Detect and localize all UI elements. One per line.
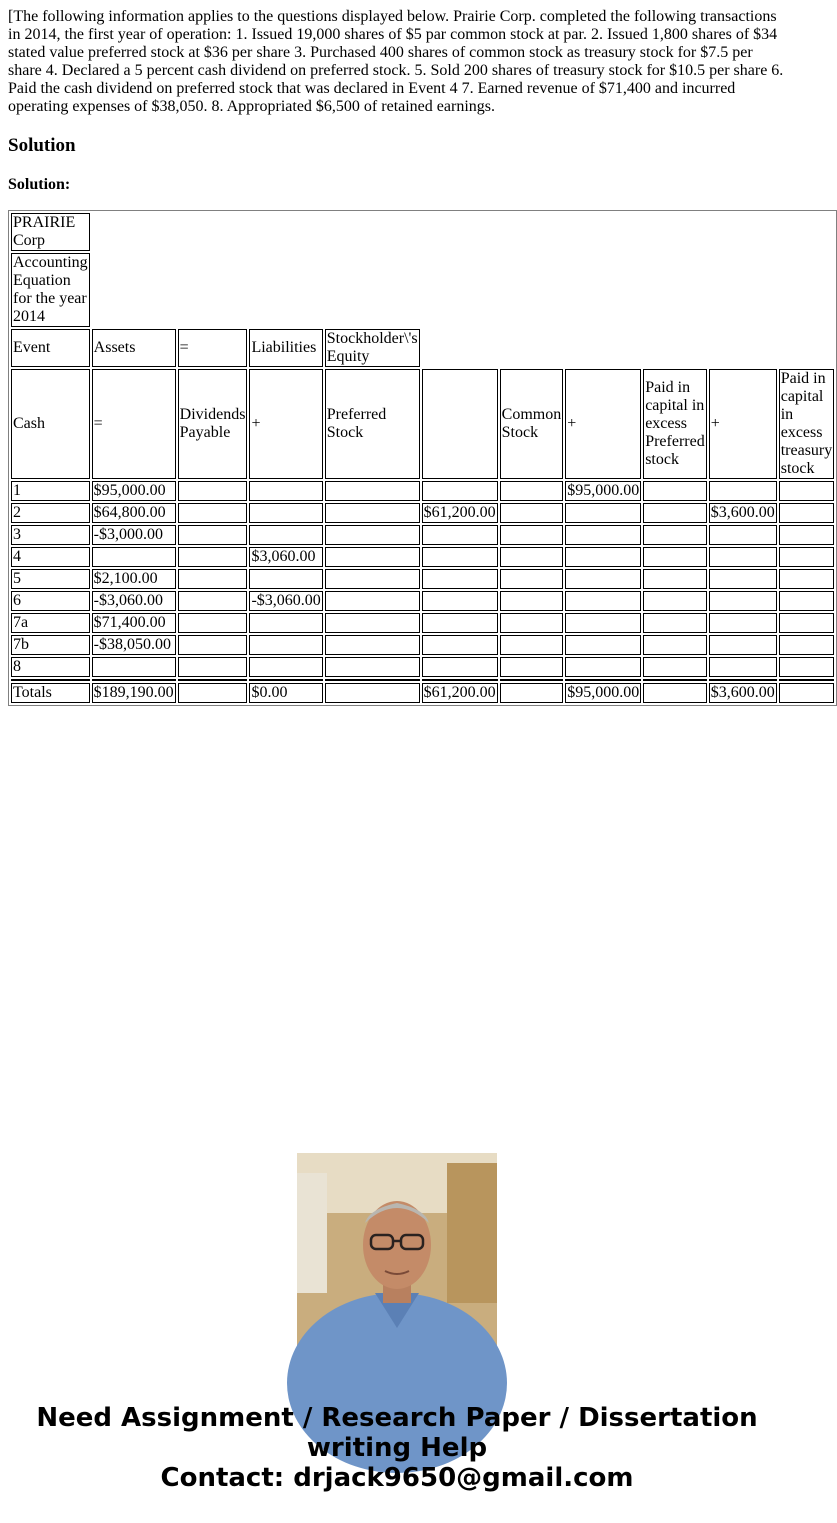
table-cell: -$3,000.00 [92, 525, 176, 545]
table-cell: 7b [11, 635, 90, 655]
table-cell [92, 547, 176, 567]
contact-line: Contact: drjack9650@gmail.com [160, 1463, 634, 1493]
table-cell [565, 547, 641, 567]
table-cell: $3,600.00 [710, 684, 775, 701]
table-cell [422, 657, 498, 677]
table-cell [422, 591, 498, 611]
table-cell [249, 525, 322, 545]
table-cell [178, 591, 248, 611]
table-cell [565, 569, 641, 589]
table-cell [178, 481, 248, 501]
table-cell: 8 [11, 657, 90, 677]
table-cell [178, 635, 248, 655]
table-cell [249, 613, 322, 633]
table-cell [500, 635, 564, 655]
table-cell [249, 635, 322, 655]
table-cell [325, 635, 420, 655]
table-cell [422, 613, 498, 633]
table-cell: 2 [11, 503, 90, 523]
document-body [8, 8, 833, 706]
table-cell [325, 657, 420, 677]
promo-line: Need Assignment / Research Paper / Dissertation writing Help [36, 1403, 758, 1463]
table-cell: 7a [11, 613, 90, 633]
table-cell [779, 547, 835, 567]
table-cell [325, 569, 420, 589]
table-cell [779, 635, 835, 655]
table-cell: 6 [11, 591, 90, 611]
header-cell: Preferred Stock [325, 369, 420, 479]
table-cell [178, 679, 248, 681]
table-cell [643, 657, 707, 677]
header-cell [422, 369, 498, 479]
table-cell: $95,000.00 [567, 684, 640, 701]
table-cell [178, 657, 248, 677]
portrait-image [297, 1153, 497, 1353]
table-cell [643, 679, 707, 681]
table-cell [709, 569, 777, 589]
table-cell [178, 613, 248, 633]
table-cell [92, 679, 176, 681]
table-cell: $61,200.00 [423, 504, 496, 521]
table-cell [779, 683, 835, 703]
table-cell [709, 657, 777, 677]
table-cell [325, 683, 420, 703]
table-cell: $3,600.00 [710, 504, 775, 521]
table-cell [565, 613, 641, 633]
table-cell [500, 547, 564, 567]
table-cell [500, 525, 564, 545]
table-cell [500, 683, 564, 703]
table-cell: 1 [11, 481, 90, 501]
table-cell [643, 613, 707, 633]
header-cell: Event [11, 329, 90, 367]
table-cell: $95,000.00 [92, 481, 176, 501]
table-viewport [8, 210, 833, 706]
table-cell [709, 547, 777, 567]
table-cell [709, 613, 777, 633]
table-row [11, 635, 834, 655]
table-row [11, 679, 834, 681]
table-cell [325, 547, 420, 567]
solution-subheading: Solution: [8, 176, 71, 193]
totals-row [11, 683, 834, 703]
table-cell [325, 525, 420, 545]
table-cell [643, 547, 707, 567]
table-row [11, 657, 834, 677]
table-cell: $3,060.00 [249, 547, 322, 567]
header-cell: Assets [92, 329, 176, 367]
table-row [11, 481, 834, 501]
table-cell [779, 613, 835, 633]
table-cell: 3 [11, 525, 90, 545]
table-row [11, 503, 834, 523]
table-cell [643, 635, 707, 655]
table-cell [643, 481, 707, 501]
table-cell [500, 503, 564, 523]
table-cell [709, 591, 777, 611]
table-cell [709, 525, 777, 545]
company-name-cell: PRAIRIE Corp [11, 213, 90, 251]
header-cell: = [92, 369, 176, 479]
table-cell [422, 679, 498, 681]
table-cell [325, 591, 420, 611]
table-cell [565, 657, 641, 677]
table-cell [500, 657, 564, 677]
table-cell [779, 657, 835, 677]
table-cell [500, 679, 564, 681]
table-cell: Totals [11, 683, 90, 703]
header-cell: Paid in capital in excess Preferred stock [643, 369, 707, 479]
table-cell [178, 569, 248, 589]
accounting-equation-table [8, 210, 837, 706]
table-cell: -$38,050.00 [92, 635, 176, 655]
table-cell: 4 [11, 547, 90, 567]
table-cell [178, 547, 248, 567]
table-cell [565, 591, 641, 611]
table-cell [779, 503, 835, 523]
promo-footer [0, 1403, 794, 1493]
table-cell [422, 547, 498, 567]
table-cell [178, 683, 248, 703]
table-cell [178, 525, 248, 545]
header-cell: + [249, 369, 322, 479]
table-cell: -$3,060.00 [92, 591, 176, 611]
table-cell [779, 525, 835, 545]
header-cell: Dividends Payable [178, 369, 248, 479]
table-row [11, 547, 834, 567]
table-cell [249, 657, 322, 677]
header-cell: Common Stock [500, 369, 564, 479]
table-cell [565, 679, 641, 681]
table-cell [709, 481, 777, 501]
header-cell: Liabilities [249, 329, 322, 367]
table-cell [565, 635, 641, 655]
statement-title-cell: Accounting Equation for the year 2014 [13, 254, 88, 325]
table-cell [643, 683, 707, 703]
table-cell [422, 635, 498, 655]
table-cell [500, 613, 564, 633]
author-photo [297, 1153, 497, 1353]
header-row-2 [11, 369, 834, 479]
header-cell: = [178, 329, 248, 367]
header-cell: Cash [11, 369, 90, 479]
table-row [11, 613, 834, 633]
table-cell [500, 591, 564, 611]
header-cell: Paid in capital in excess treasury stock [780, 370, 833, 477]
table-cell [643, 503, 707, 523]
header-cell: Stockholder\'s Equity [326, 330, 418, 365]
table-cell [779, 481, 835, 501]
table-cell [565, 503, 641, 523]
table-row [11, 525, 834, 545]
table-cell: 5 [11, 569, 90, 589]
table-cell [249, 569, 322, 589]
table-cell [643, 569, 707, 589]
table-cell [249, 503, 322, 523]
header-row-1 [11, 329, 834, 367]
table-subtitle-row [11, 253, 834, 327]
solution-heading: Solution [8, 135, 76, 156]
table-cell: $64,800.00 [92, 503, 176, 523]
table-row [11, 591, 834, 611]
table-cell [500, 481, 564, 501]
table-cell [249, 679, 322, 681]
table-cell: $189,190.00 [93, 684, 174, 701]
table-cell [709, 635, 777, 655]
table-cell [422, 481, 498, 501]
table-cell [779, 569, 835, 589]
table-cell: $95,000.00 [567, 482, 640, 499]
table-cell [325, 679, 420, 681]
table-cell [779, 591, 835, 611]
table-cell [422, 569, 498, 589]
table-cell [178, 503, 248, 523]
table-cell [11, 679, 90, 681]
header-cell: + [709, 369, 777, 479]
table-cell [565, 525, 641, 545]
table-cell [709, 679, 777, 681]
table-cell [779, 679, 835, 681]
table-cell [92, 657, 176, 677]
table-cell: $71,400.00 [92, 613, 176, 633]
table-cell [325, 503, 420, 523]
table-title-row [11, 213, 834, 251]
table-cell [422, 525, 498, 545]
table-cell [325, 613, 420, 633]
table-cell [643, 525, 707, 545]
problem-statement: [The following information applies to the questions displayed below. Prairie Corp. completed the following transactions in 2014, the first year of operation: 1. Issued 19,000 shares of $5 par common stock at par. 2. Issued 1,800 shares of $34 stated value preferred stock at $36 per share 3. Purchased 400 shares of common stock as treasury stock for $7.5 per share 4. Declared a 5 percent cash dividend on preferred stock. 5. Sold 200 shares of treasury stock for $10.5 per share 6. Paid the cash dividend on preferred stock that was declared in Event 4 7. Earned revenue of $71,400 and incurred operating expenses of $38,050. 8. Appropriated $6,500 of retained earnings. [8, 8, 784, 115]
table-cell: $2,100.00 [92, 569, 176, 589]
table-cell: $0.00 [249, 683, 322, 703]
table-cell [643, 591, 707, 611]
header-cell: + [565, 369, 641, 479]
table-cell: $61,200.00 [423, 684, 496, 701]
table-cell: -$3,060.00 [251, 592, 321, 609]
table-cell [249, 481, 322, 501]
table-cell [325, 481, 420, 501]
table-cell [500, 569, 564, 589]
table-row [11, 569, 834, 589]
